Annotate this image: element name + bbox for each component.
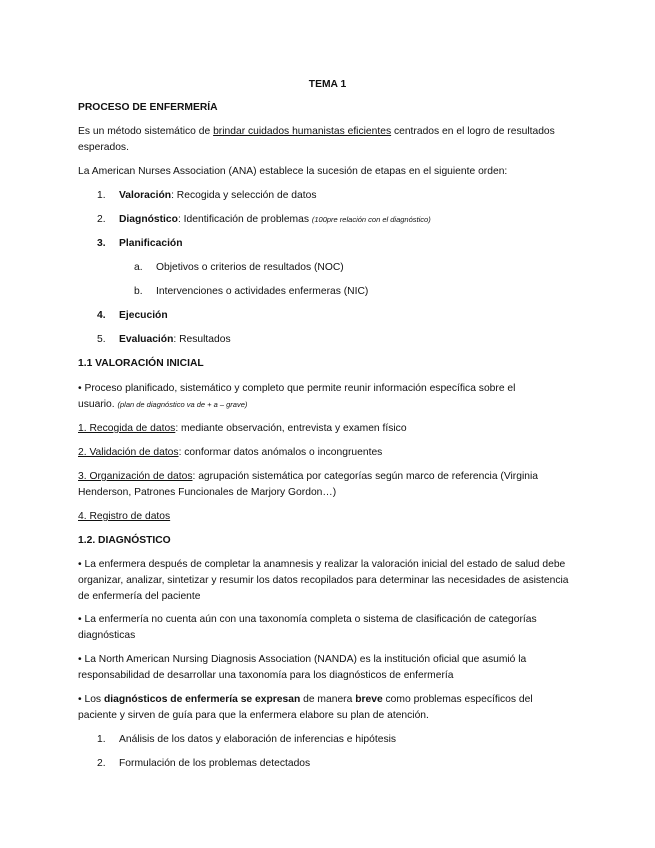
stage-item [97, 212, 597, 228]
intro-text: centrados en el logro de resultados esperados. [78, 126, 555, 153]
bullet-note: (plan de diagnóstico va de + a – grave) [117, 400, 248, 409]
stage-text: : Resultados [173, 334, 231, 345]
list-letter: a. [134, 262, 143, 273]
section-heading: PROCESO DE ENFERMERÍA [78, 102, 218, 113]
stage-text: : Identificación de problemas [177, 214, 312, 225]
data-step [78, 469, 568, 501]
stage-text: : Recogida y selección de datos [171, 190, 317, 201]
data-step-text: : mediante observación, entrevista y examen físico [175, 423, 407, 434]
sub-item-text: Intervenciones o actividades enfermeras (NIC) [156, 286, 369, 297]
stage-note: (100pre relación con el diagnóstico) [311, 215, 431, 224]
data-step: 4. Registro de datos [78, 511, 171, 522]
bullet-paragraph: • La enfermería no cuenta aún con una taxonomía completa o sistema de clasificación de categorías diagnósticas [78, 614, 537, 641]
stage-item [97, 332, 597, 348]
data-step-title: 2. Validación de datos [78, 447, 179, 458]
stage-label: Evaluación [119, 334, 174, 345]
page-title: TEMA 1 [308, 79, 347, 90]
data-step [78, 421, 578, 437]
list-number: 5. [97, 334, 106, 345]
stage-label: Valoración [119, 190, 172, 201]
stage-label: Planificación [119, 238, 183, 249]
bullet-text: • Proceso planificado, sistemático y completo que permite reunir información específica sobre el usuario. [78, 383, 516, 410]
bullet-paragraph [78, 692, 573, 724]
bullet-text: como problemas específicos del paciente y sirven de guía para que la enfermera elabore su plan de atención. [78, 694, 533, 721]
stage-label: Ejecución [119, 310, 168, 321]
data-step [78, 445, 578, 461]
diagnosis-step-text: Análisis de los datos y elaboración de inferencias e hipótesis [119, 734, 397, 745]
bullet-paragraph [78, 381, 548, 413]
list-number: 1. [97, 190, 106, 201]
data-step-text: : agrupación sistemática por categorías según marco de referencia (Virginia Henderson, Patrones Funcionales de Marjory Gordon…) [78, 471, 538, 498]
stage-label: Diagnóstico [119, 214, 178, 225]
intro-text: Es un método sistemático de [78, 126, 214, 137]
stage-item [97, 236, 597, 252]
ana-paragraph: La American Nurses Association (ANA) establece la sucesión de etapas en el siguiente orden: [78, 166, 508, 177]
intro-paragraph [78, 124, 578, 156]
diagnosis-step [97, 732, 597, 748]
bullet-emphasis: breve [355, 694, 383, 705]
data-step-title: 1. Recogida de datos [78, 423, 176, 434]
list-number: 3. [97, 238, 106, 249]
stage-item [97, 188, 597, 204]
list-number: 1. [97, 734, 106, 745]
list-number: 2. [97, 214, 106, 225]
sub-item [134, 260, 634, 276]
data-step-title: 3. Organización de datos [78, 471, 193, 482]
diagnosis-step-text: Formulación de los problemas detectados [119, 758, 311, 769]
list-number: 4. [97, 310, 106, 321]
sub-item-text: Objetivos o criterios de resultados (NOC) [156, 262, 344, 273]
section-heading-1-1: 1.1 VALORACIÓN INICIAL [78, 358, 204, 369]
sub-item [134, 284, 634, 300]
bullet-paragraph: • La North American Nursing Diagnosis Association (NANDA) es la institución oficial que asumió la responsabilidad de desarrollar una taxonomía para los diagnósticos de enfermería [78, 654, 527, 681]
bullet-text: • Los [78, 694, 104, 705]
section-heading-1-2: 1.2. DIAGNÓSTICO [78, 535, 171, 546]
stage-item [97, 308, 597, 324]
data-step-text: : conformar datos anómalos o incongruentes [178, 447, 383, 458]
list-letter: b. [134, 286, 143, 297]
intro-underlined-phrase: brindar cuidados humanistas eficientes [213, 126, 392, 137]
diagnosis-step [97, 756, 597, 772]
bullet-text: de manera [300, 694, 356, 705]
bullet-emphasis: diagnósticos de enfermería se expresan [103, 694, 301, 705]
bullet-paragraph: • La enfermera después de completar la anamnesis y realizar la valoración inicial del estado de salud debe organizar, analizar, sintetizar y resumir los datos recopilados para determinar las necesidades de asistencia de enfermería del paciente [78, 559, 569, 602]
list-number: 2. [97, 758, 106, 769]
